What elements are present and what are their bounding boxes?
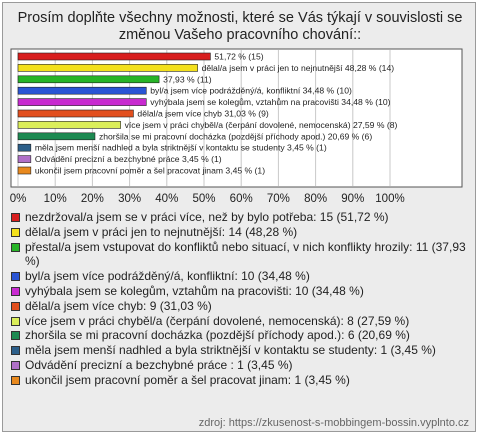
bar-value-label: zhoršila se mi pracovní docházka (pozdější příchody apod.) 20,69 % (6) xyxy=(98,131,373,142)
legend-item xyxy=(11,240,473,270)
legend-swatch xyxy=(11,317,20,326)
legend-label: byl/a jsem více podrážděný/á, konfliktní: 10 (34,48 %) xyxy=(25,269,310,284)
bar-value-label: vyhýbala jsem se kolegům, vztahům na pracovišti 34,48 % (10) xyxy=(150,97,391,108)
legend-swatch xyxy=(11,346,20,355)
legend-label: přestal/a jsem vstupovat do konfliktů nebo situací, v nich konflikty hrozily: 11 (37,93 %) xyxy=(25,239,466,269)
legend-label: více jsem v práci chyběl/a (čerpání dovolené, nemocenská): 8 (27,59 %) xyxy=(25,313,410,328)
bar xyxy=(18,110,133,117)
bar xyxy=(18,133,95,140)
bar-value-label: ukončil jsem pracovní poměr a šel pracovat jinam 3,45 % (1) xyxy=(34,165,266,176)
bar xyxy=(18,144,31,151)
legend-item xyxy=(11,314,473,329)
x-tick-label: 20% xyxy=(80,193,104,205)
bar xyxy=(18,167,31,174)
legend-swatch xyxy=(11,302,20,311)
legend-swatch xyxy=(11,331,20,340)
legend-label: Odvádění precizní a bezchybné práce : 1 (3,45 %) xyxy=(25,357,293,372)
bar xyxy=(18,156,31,163)
bar xyxy=(18,99,146,106)
legend-item xyxy=(11,328,473,343)
x-tick-label: 30% xyxy=(118,193,142,205)
x-tick-label: 40% xyxy=(155,193,179,205)
legend-swatch xyxy=(11,272,20,281)
bar-value-label: Odvádění precizní a bezchybné práce 3,45 % (1) xyxy=(34,154,222,165)
legend-item xyxy=(11,210,473,225)
legend-item xyxy=(11,358,473,373)
legend-item xyxy=(11,299,473,314)
x-axis-ticks xyxy=(10,193,405,205)
legend xyxy=(11,210,473,388)
legend-swatch xyxy=(11,361,20,370)
bar-value-label: 51,72 % (15) xyxy=(214,51,264,62)
bar xyxy=(18,87,146,94)
bar-value-label: dělal/a jsem více chyb 31,03 % (9) xyxy=(137,108,269,119)
bar xyxy=(18,53,210,60)
bar xyxy=(18,121,121,128)
x-tick-label: 70% xyxy=(266,193,290,205)
bar-value-label: dělal/a jsem v práci jen to nejnutnější 48,28 % (14) xyxy=(201,62,395,73)
bar-value-label: 37,93 % (11) xyxy=(163,74,212,85)
chart-frame xyxy=(2,2,476,432)
x-tick-label: 100% xyxy=(375,193,405,205)
legend-swatch xyxy=(11,243,20,252)
chart-title: Prosím doplňte všechny možnosti, které se Vás týkají v souvislosti se změnou Vašeho pracovního chování:: xyxy=(17,10,463,43)
x-tick-label: 10% xyxy=(43,193,67,205)
legend-item xyxy=(11,269,473,284)
legend-item xyxy=(11,343,473,358)
x-tick-label: 50% xyxy=(192,193,216,205)
bar-value-label: více jsem v práci chyběl/a (čerpání dovolené, nemocenská) 27,59 % (8) xyxy=(124,119,398,130)
bar-value-label: byl/a jsem více podrážděný/á, konfliktní 34,48 % (10) xyxy=(150,85,352,96)
legend-item xyxy=(11,225,473,240)
legend-swatch xyxy=(11,287,20,296)
legend-label: vyhýbala jsem se kolegům, vztahům na pracovišti: 10 (34,48 %) xyxy=(25,283,364,298)
source-note: zdroj: https://zkusenost-s-mobbingem-bossin.vyplnto.cz xyxy=(198,417,469,429)
legend-item xyxy=(11,284,473,299)
bar-chart xyxy=(3,3,477,208)
bar xyxy=(18,76,159,83)
legend-swatch xyxy=(11,376,20,385)
legend-swatch xyxy=(11,213,20,222)
legend-label: dělal/a jsem v práci jen to nejnutnější: 14 (48,28 %) xyxy=(25,224,298,239)
x-tick-label: 80% xyxy=(304,193,328,205)
legend-label: nezdržoval/a jsem se v práci více, než by bylo potřeba: 15 (51,72 %) xyxy=(25,210,389,224)
legend-label: dělal/a jsem více chyb: 9 (31,03 %) xyxy=(25,298,212,313)
x-tick-label: 90% xyxy=(341,193,365,205)
legend-label: měla jsem menší nadhled a byla striktnější v kontaktu se studenty: 1 (3,45 %) xyxy=(25,343,436,358)
bar xyxy=(18,64,198,71)
x-tick-label: 60% xyxy=(229,193,253,205)
legend-item xyxy=(11,373,473,388)
legend-label: zhoršila se mi pracovní docházka (pozdější příchody apod.): 6 (20,69 %) xyxy=(25,328,410,343)
x-tick-label: 0% xyxy=(9,193,27,205)
legend-swatch xyxy=(11,228,20,237)
legend-label: ukončil jsem pracovní poměr a šel pracovat jinam: 1 (3,45 %) xyxy=(25,372,350,387)
bar-value-label: měla jsem menší nadhled a byla striktnější v kontaktu se studenty 3,45 % (1) xyxy=(34,142,327,153)
